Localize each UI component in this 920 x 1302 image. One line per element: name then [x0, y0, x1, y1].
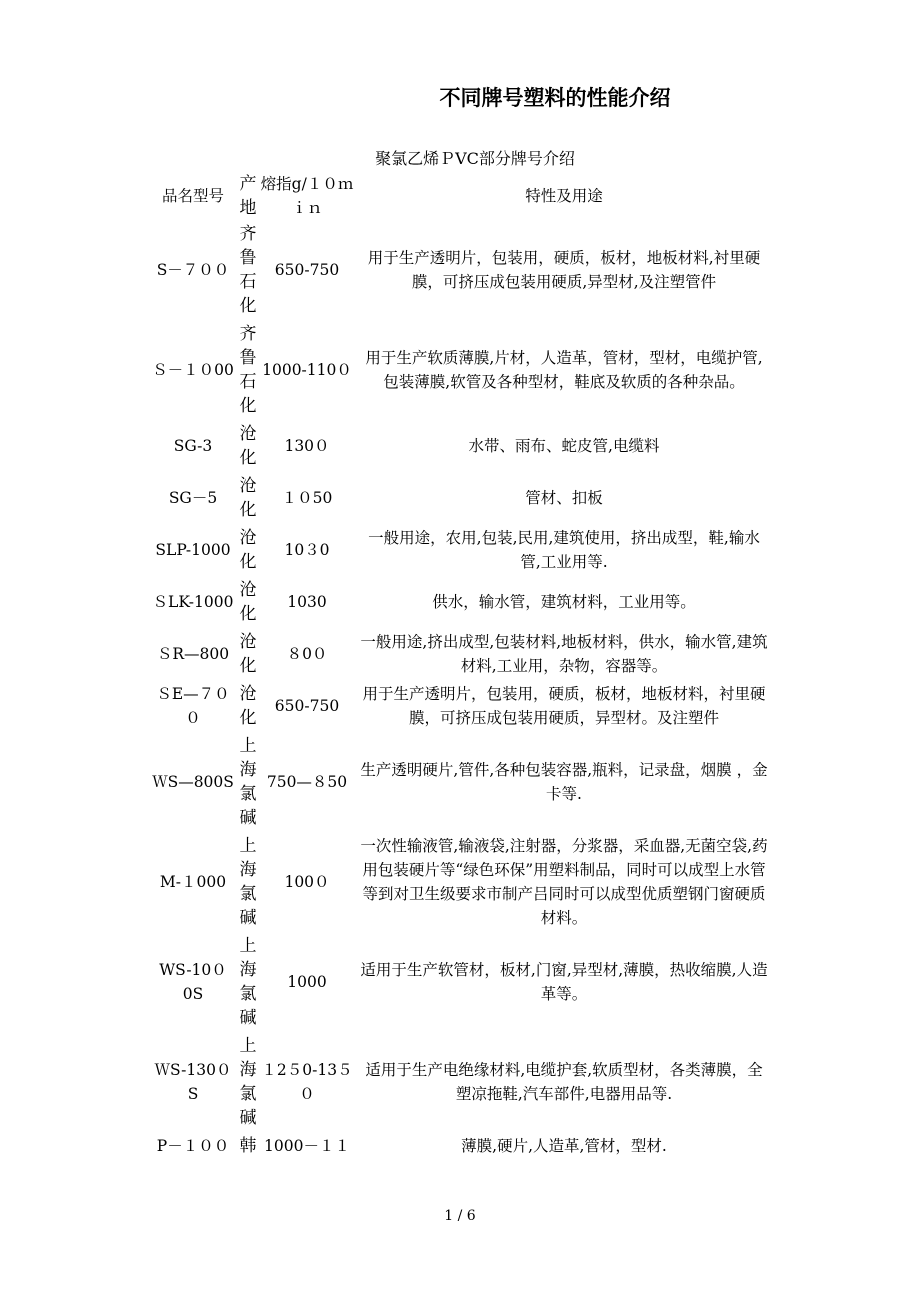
- cell-mfi: 650-750: [274, 697, 340, 715]
- cell-use: 一次性输液管,输液袋,注射器，分浆器，采血器,无菌空袋,药用包装硬片等“绿色环保”用塑料制品，同时可以成型上水管等到对卫生级要求市制产吕同时可以成型优质塑钢门窗硬质材料。: [360, 837, 768, 927]
- cell-model: WS-10０0S: [159, 961, 227, 1003]
- cell-model: ＷS—800S: [152, 773, 234, 791]
- cell-origin: 沧化: [239, 684, 257, 728]
- cell-model: P－１００: [156, 1137, 230, 1155]
- cell-origin: 沧化: [239, 528, 257, 572]
- cell-mfi: 750—８50: [266, 773, 348, 791]
- cell-model: S－７００: [156, 261, 230, 279]
- table-row: [150, 220, 776, 320]
- table-row: [150, 420, 776, 472]
- cell-mfi: 1000－１１: [264, 1137, 350, 1155]
- table-row: [150, 524, 776, 576]
- page-number: 1 / 6: [444, 1208, 476, 1224]
- cell-model: SG-3: [173, 437, 213, 455]
- cell-use: 薄膜,硬片,人造革,管材，型材.: [461, 1137, 667, 1155]
- cell-mfi: 1000-110０: [262, 361, 352, 379]
- cell-use: 适用于生产软管材，板材,门窗,异型材,薄膜，热收缩膜,人造革等。: [360, 961, 768, 1003]
- cell-mfi: 1030: [287, 593, 327, 611]
- cell-model: Ｓ－１０00: [152, 361, 234, 379]
- cell-model: ＳR—800: [156, 645, 230, 663]
- table-row: [150, 680, 776, 732]
- cell-mfi: 1000: [287, 973, 327, 991]
- cell-use: 供水，输水管，建筑材料，工业用等。: [432, 593, 696, 611]
- cell-origin: 齐鲁石化: [239, 224, 257, 316]
- cell-model: ＳE—７００: [156, 685, 230, 727]
- cell-model: ＳLK-1000: [152, 593, 234, 611]
- cell-use: 一般用途，农用,包装,民用,建筑使用，挤出成型，鞋,输水管,工业用等.: [368, 529, 760, 571]
- cell-origin: 沧化: [239, 424, 257, 468]
- cell-use: 生产透明硬片,管件,各种包装容器,瓶料，记录盘，烟膜 ，金卡等.: [360, 761, 768, 803]
- cell-mfi: 100０: [284, 873, 330, 891]
- table-row: [150, 832, 776, 932]
- table-header-row: [150, 172, 776, 220]
- table-caption: 聚氯乙烯ＰVC部分牌号介绍: [375, 149, 575, 168]
- table-row: [150, 576, 776, 628]
- table-row: [150, 1132, 776, 1160]
- cell-origin: 沧化: [239, 632, 257, 676]
- cell-model: ＷS-130０S: [154, 1061, 232, 1103]
- cell-model: M-１000: [159, 873, 227, 891]
- cell-mfi: 650-750: [274, 261, 340, 279]
- cell-mfi: １2５0-13５０: [261, 1061, 353, 1103]
- cell-origin: 齐鲁石化: [239, 324, 257, 416]
- cell-use: 用于生产软质薄膜,片材，人造革，管材，型材，电缆护管,包装薄膜,软管及各种型材，鞋底及软质的各种杂品。: [365, 349, 763, 391]
- cell-use: 一般用途,挤出成型,包装材料,地板材料，供水，输水管,建筑材料,工业用，杂物，容器等。: [360, 633, 768, 675]
- cell-use: 用于生产透明片，包装用，硬质，板材，地板材料,衬里硬膜，可挤压成包装用硬质,异型材,及注塑管件: [367, 249, 761, 291]
- cell-mfi: ８0０: [286, 645, 328, 663]
- table-row: [150, 932, 776, 1032]
- cell-use: 管材、扣板: [525, 489, 603, 507]
- header-model: 品名型号: [161, 187, 224, 205]
- cell-use: 水带、雨布、蛇皮管,电缆料: [468, 437, 660, 455]
- cell-model: SLP-1000: [155, 541, 231, 559]
- table-row: [150, 472, 776, 524]
- cell-origin: 上海氯碱: [239, 736, 257, 828]
- cell-origin: 韩: [239, 1136, 257, 1156]
- pvc-grade-table: [150, 172, 776, 1160]
- cell-origin: 沧化: [239, 476, 257, 520]
- table-row: [150, 732, 776, 832]
- page-title: 不同牌号塑料的性能介绍: [439, 86, 671, 110]
- table-row: [150, 628, 776, 680]
- table-row: [150, 1032, 776, 1132]
- header-use: 特性及用途: [525, 187, 603, 205]
- cell-origin: 上海氯碱: [239, 836, 257, 928]
- cell-origin: 沧化: [239, 580, 257, 624]
- cell-mfi: 10３0: [284, 541, 330, 559]
- cell-use: 适用于生产电绝缘材料,电缆护套,软质型材，各类薄膜，全塑凉拖鞋,汽车部件,电器用品等.: [365, 1061, 763, 1103]
- cell-mfi: １０50: [281, 489, 333, 507]
- cell-origin: 上海氯碱: [239, 1036, 257, 1128]
- cell-use: 用于生产透明片，包装用，硬质，板材，地板材料，衬里硬膜，可挤压成包装用硬质，异型材。及注塑件: [362, 685, 766, 727]
- cell-origin: 上海氯碱: [239, 936, 257, 1028]
- header-origin: 产地: [239, 174, 257, 218]
- table-row: [150, 320, 776, 420]
- cell-model: SG－5: [168, 489, 218, 507]
- header-mfi: 熔指g/１０ｍｉｎ: [260, 175, 354, 217]
- cell-mfi: 130０: [284, 437, 330, 455]
